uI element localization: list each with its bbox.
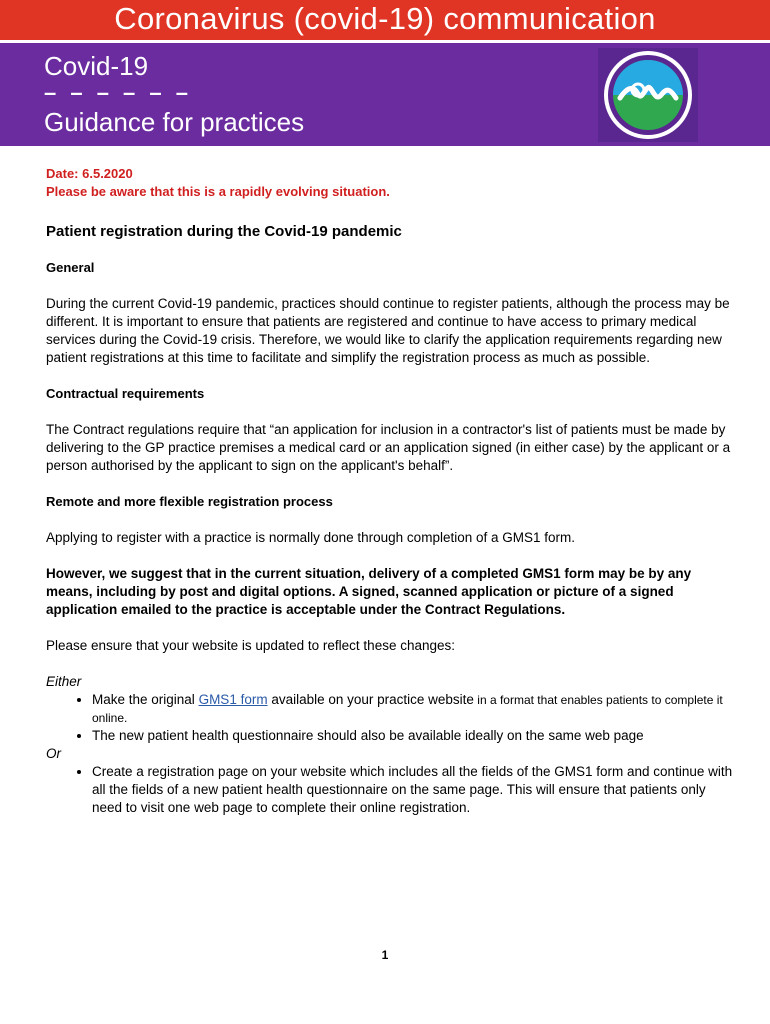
list-item: • The new patient health questionnaire should also be available ideally on the same web page xyxy=(92,727,736,745)
list-item: • Create a registration page on your website which includes all the fields of the GMS1 form and continue with all the fields of a new patient health questionnaire on the same page. This will ensure that patients only need to visit one web page to complete their online registration. xyxy=(92,763,736,817)
general-text: During the current Covid-19 pandemic, practices should continue to register patients, although the process may be different. It is important to ensure that patients are registered and continue to have access to primary medical services during the Covid-19 crisis. Therefore, we would like to clarify the application requirements regarding new patient registrations at this time to facilitate and simplify the registration process as much as possible. xyxy=(46,296,730,365)
gms1-form-link[interactable]: GMS1 form xyxy=(198,692,268,707)
list-item xyxy=(92,691,736,727)
contractual-heading: Contractual requirements xyxy=(46,386,205,401)
banner-title: Coronavirus (covid-19) communication xyxy=(114,1,656,36)
document-body xyxy=(46,165,736,817)
warning-line: Please be aware that this is a rapidly evolving situation. xyxy=(46,184,390,199)
remote-text-1: Applying to register with a practice is normally done through completion of a GMS1 form. xyxy=(46,530,575,545)
bullet1-small: in a format that enables patients to complete it online. xyxy=(92,693,723,725)
header-dashes: – – – – – – xyxy=(44,80,192,105)
bullet1-pre: Make the original xyxy=(92,692,199,707)
logo-icon xyxy=(598,48,698,142)
date-line: Date: 6.5.2020 xyxy=(46,166,133,181)
top-banner xyxy=(0,0,770,40)
page-number: 1 xyxy=(381,948,389,962)
remote-bold-text: However, we suggest that in the current situation, delivery of a completed GMS1 form may be by any means, including by post and digital options. A signed, scanned application or picture of a signed application emailed to the practice is acceptable under the Contract Regulations. xyxy=(46,566,692,617)
either-label: Either xyxy=(46,674,82,689)
or-label: Or xyxy=(46,746,61,761)
header-title: Covid-19 xyxy=(44,51,149,81)
or-list xyxy=(46,763,736,817)
header-subtitle: Guidance for practices xyxy=(44,107,305,137)
contractual-text: The Contract regulations require that “an application for inclusion in a contractor's list of patients must be made by delivering to the GP practice premises a medical card or an application signed (in either case) by the applicant or a person authorised by the applicant to sign on the applicant's behalf”. xyxy=(46,422,731,473)
logo xyxy=(598,48,698,142)
remote-text-2: Please ensure that your website is updated to reflect these changes: xyxy=(46,638,456,653)
remote-heading: Remote and more flexible registration process xyxy=(46,494,333,509)
header-band xyxy=(0,43,770,146)
page-heading: Patient registration during the Covid-19 pandemic xyxy=(46,223,402,240)
either-list xyxy=(46,691,736,745)
general-heading: General xyxy=(46,260,95,275)
bullet1-mid: available on your practice website xyxy=(267,692,474,707)
